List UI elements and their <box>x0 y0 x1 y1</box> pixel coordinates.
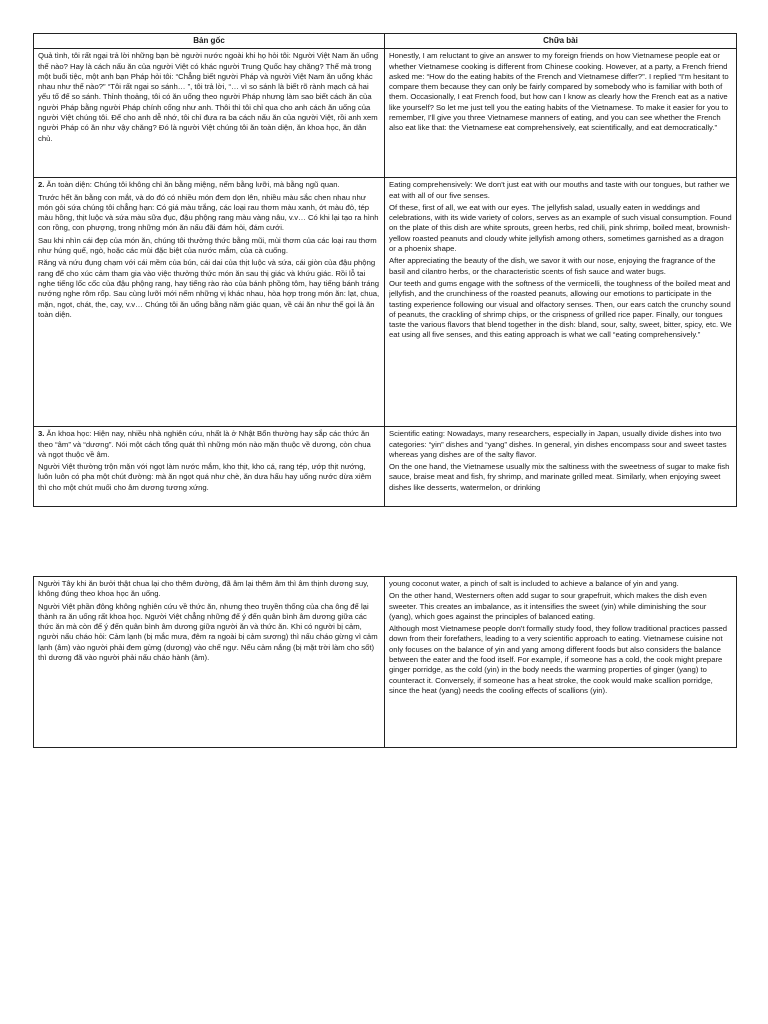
paragraph-text: Eating comprehensively: We don't just eat with our mouths and taste with our tongues, but rather we eat with all of our five senses. <box>389 180 730 200</box>
paragraph-text: Our teeth and gums engage with the softness of the vermicelli, the toughness of the boiled meat and jellyfish, and the crunchiness of the roasted peanuts, allowing our emotions to participate in the tasting experience following our visual and olfactory senses. Then, our ears catch the crunchy sound of peanuts, the crackling of shrimp chips, or the crispness of grilled rice paper. Finally, our tongues taste the various flavors that blend together in the dish: bland, sour, salty, sweet, bitter, spicy, etc. We eat using all five senses, and this eating approach is what we call “eating comprehensively.” <box>389 278 732 340</box>
original-cell <box>34 577 385 748</box>
paragraph-text: Sau khi nhìn cái đẹp của món ăn, chúng tôi thưởng thức bằng mũi, mùi thơm của các loại rau thơm như húng quế, ngò, hoặc các mùi đặc biệt của nước mắm, của cà cuống. <box>38 235 377 256</box>
original-cell <box>34 427 385 507</box>
translation-table-continuation <box>33 576 737 748</box>
table-header-row <box>34 34 737 49</box>
paragraph-text: Người Việt thường trộn mặn với ngọt làm nước mắm, kho thịt, kho cá, rang tép, ướp thịt nướng, luôn luôn có pha một chút đường: mà ăn ngọt quá như chè, ăn dưa hấu hay uống nước dừa xiêm thì cho một chút muối cho âm dương tương xứng. <box>38 462 372 492</box>
table-row <box>34 577 737 748</box>
paragraph <box>389 579 732 589</box>
paragraph <box>38 462 380 493</box>
paragraph <box>389 591 732 622</box>
paragraph <box>38 602 380 664</box>
revised-cell <box>385 178 737 427</box>
paragraph <box>38 236 380 257</box>
paragraph <box>38 180 380 190</box>
paragraph <box>389 429 732 460</box>
paragraph-text: After appreciating the beauty of the dish, we savor it with our nose, enjoying the fragrance of the basil and cilantro herbs, or the characteristic scents of fish sauce and water bugs. <box>389 256 716 276</box>
paragraph <box>389 279 732 341</box>
paragraph-text: young coconut water, a pinch of salt is included to achieve a balance of yin and yang. <box>389 579 679 588</box>
table-row <box>34 178 737 427</box>
paragraph-text: Of these, first of all, we eat with our eyes. The jellyfish salad, usually eaten in weddings and celebrations, with its wide variety of colors, serves as an example of such visual consumption. Found on the plate of this dish are white sprouts, green herbs, red chili, pink shrimp, boiled meat, brownish-yellow roasted peanuts and cloudy white jellyfish among others, sometimes garnished as a dragon or a phoenix shape. <box>389 202 732 254</box>
paragraph <box>389 256 732 277</box>
paragraph-text: Người Tây khi ăn bưởi thật chua lại cho thêm đường, đã âm lại thêm âm thì âm thịnh dương suy, không đúng theo khoa học ăn uống. <box>38 579 369 599</box>
paragraph-text: Ăn toàn diện: Chúng tôi không chỉ ăn bằng miệng, nếm bằng lưỡi, mà bằng ngũ quan. <box>44 180 340 190</box>
translation-table-page-top <box>33 33 737 507</box>
table-row <box>34 49 737 178</box>
original-cell <box>34 178 385 427</box>
paragraph-text: Scientific eating: Nowadays, many researchers, especially in Japan, usually divide dishes into two categories: “yin” dishes and “yang” dishes. In general, yin dishes encompass sour and sweet tastes whereas yang dishes are of the salty flavor. <box>389 429 727 459</box>
paragraph <box>389 51 732 133</box>
paragraph-text: Quả tình, tôi rất ngại trả lời những bạn bè người nước ngoài khi họ hỏi tôi: Người Việt Nam ăn uống thế nào? Hay là cách nấu ăn của người Việt có khác người Trung Quốc hay chăng? Thế mà trong một buổi tiệc, một anh bạn Pháp hỏi tôi: “Chẳng biết người Pháp và người Việt Nam ăn uống khác nhau như thế nào?” “Tôi rất ngại so sánh… ”, tôi trả lời, “… vì so sánh là biết rõ rành mạch cả hai yếu tố để so sánh. Thỉnh thoảng, tôi có ăn uống theo người Pháp nhưng làm sao biết cách ăn của người Pháp bằng người Pháp chính cống như anh. Thôi thì tôi chỉ qua cho anh cách ăn uống của người Việt chúng tôi. Để cho anh dễ nhớ, tôi chỉ đưa ra ba cách nấu ăn của người Việt, rồi anh xem người Pháp có ăn như vậy chăng? Đó là người Việt chúng tôi ăn toàn diện, ăn khoa học, ăn dân chủ. <box>38 51 379 143</box>
paragraph <box>38 258 380 320</box>
paragraph-text: Răng và nứu đụng chạm với cái mềm của bún, cái dai của thịt luộc và sứa, cái giòn của đậu phộng rang để cho xúc cảm tham gia vào việc thưởng thức món ăn sau thị giác và khứu giác. Rồi lỗ tai nghe tiếng lốc cốc của đậu phộng rang, hay tiếng rào rào của bánh phồng tôm, hay tiếng bánh tráng nướng nghe rôm rốp. Sau cùng lưỡi mới nếm những vị khác nhau, hòa hợp trong món ăn: lạt, chua, mặn, ngọt, chát, the, cay, v.v… Chúng tôi ăn uống bằng năm giác quan, về cái ăn như thế gọi là ăn toàn diện. <box>38 258 380 319</box>
revised-cell <box>385 577 737 748</box>
section-number: 3. <box>38 429 45 439</box>
revised-cell <box>385 427 737 507</box>
table-row <box>34 427 737 507</box>
paragraph-text: On the one hand, the Vietnamese usually mix the saltiness with the sweetness of sugar to make fish sauce, braise meat and fish, fry shrimp, and marinate grilled meat. Similarly, when enjoying sweet dishes like desserts, watermelon, or drinking <box>389 462 730 492</box>
paragraph <box>389 180 732 201</box>
section-number: 2. <box>38 180 45 190</box>
paragraph-text: Người Việt phần đông không nghiên cứu về thức ăn, nhưng theo truyền thống của cha ông để lại thành ra ăn uống rất khoa học. Người Việt chẳng những để ý đến quân bình âm dương giữa các thức ăn mà còn để ý đến quân bình âm dương giữa người ăn và thức ăn. Khi có người bị cảm, người nấu cháo hỏi: Cảm lạnh (bị mắc mưa, đêm ra ngoài bị cảm sương) thì nấu cháo gừng vì cảm lạnh (âm) vào người phải đem gừng (dương) vào chế ngự. Nếu cảm nắng (bị mặt trời làm cho sốt) thì dương đã vào người phải nấu cháo hành (âm). <box>38 601 378 663</box>
paragraph <box>38 429 380 460</box>
paragraph <box>389 462 732 493</box>
header-original: Bản gốc <box>34 34 385 49</box>
paragraph-text: Although most Vietnamese people don't formally study food, they follow traditional practices passed down from their forefathers, leading to a very scientific approach to eating. Vietnamese cuisine not only focuses on the balance of yin and yang among different foods but also considers the balance between the eater and the food itself. For example, if someone has a cold, the cook might prepare ginger porridge, as the cold (yin) in the body needs the warming properties of ginger (yang) to counteract it. Conversely, if someone has a heat stroke, the cook would make scallion porridge, since the heat (yang) needs the cooling effects of scallions (yin). <box>389 624 728 695</box>
original-cell <box>34 49 385 178</box>
paragraph <box>389 624 732 696</box>
paragraph <box>38 579 380 600</box>
paragraph-text: On the other hand, Westerners often add sugar to sour grapefruit, which makes the dish even sweeter. This creates an imbalance, as it intensifies the sweet (yin) while diminishing the sour (yang), which goes against the principles of balanced eating. <box>389 591 707 621</box>
paragraph-text: Honestly, I am reluctant to give an answer to my foreign friends on how Vietnamese people eat or whether Vietnamese cooking is different from Chinese cooking. However, at a party, a French friend asked me: “How do the eating habits of the French and Vietnamese differ?”. I replied “I'm hesitant to compare them because they can only be fairly compared by somebody who is familiar with both of them. Occasionally, I eat French food, but how can I know as clearly how the French eat as a native like yourself? So let me just tell you the eating habits of the Vietnamese. To make it easier for you to remember, I'll give you three Vietnamese manners of eating, and you can see whether the French also eat like that: the Vietnamese eat comprehensively, eat scientifically, and eat democratically.” <box>389 51 729 133</box>
header-revised: Chữa bài <box>385 34 737 49</box>
paragraph <box>38 193 380 234</box>
paragraph-text: Ăn khoa học: Hiện nay, nhiều nhà nghiên cứu, nhất là ở Nhật Bổn thường hay sắp các thức ăn theo “âm” và “dương”. Nói một cách tổng quát thì những món nào mặn thuộc về dương, còn chua và ngọt thuộc về âm. <box>38 429 371 459</box>
revised-cell <box>385 49 737 178</box>
paragraph-text: Trước hết ăn bằng con mắt, và do đó có nhiều món đem dọn lên, nhiều màu sắc chen nhau như món gỏi sứa chúng tôi chẳng hạn: Có giá màu trắng, các loại rau thơm màu xanh, ớt màu đỏ, tép màu hồng, thịt luộc và sứa màu sữa đục, đậu phộng rang màu vàng nâu, v.v… Có khi lại tạo ra hình con rồng, con phượng, trong những món ăn nấu đãi đám hỏi, đám cưới. <box>38 192 379 233</box>
paragraph <box>389 203 732 254</box>
paragraph <box>38 51 380 144</box>
